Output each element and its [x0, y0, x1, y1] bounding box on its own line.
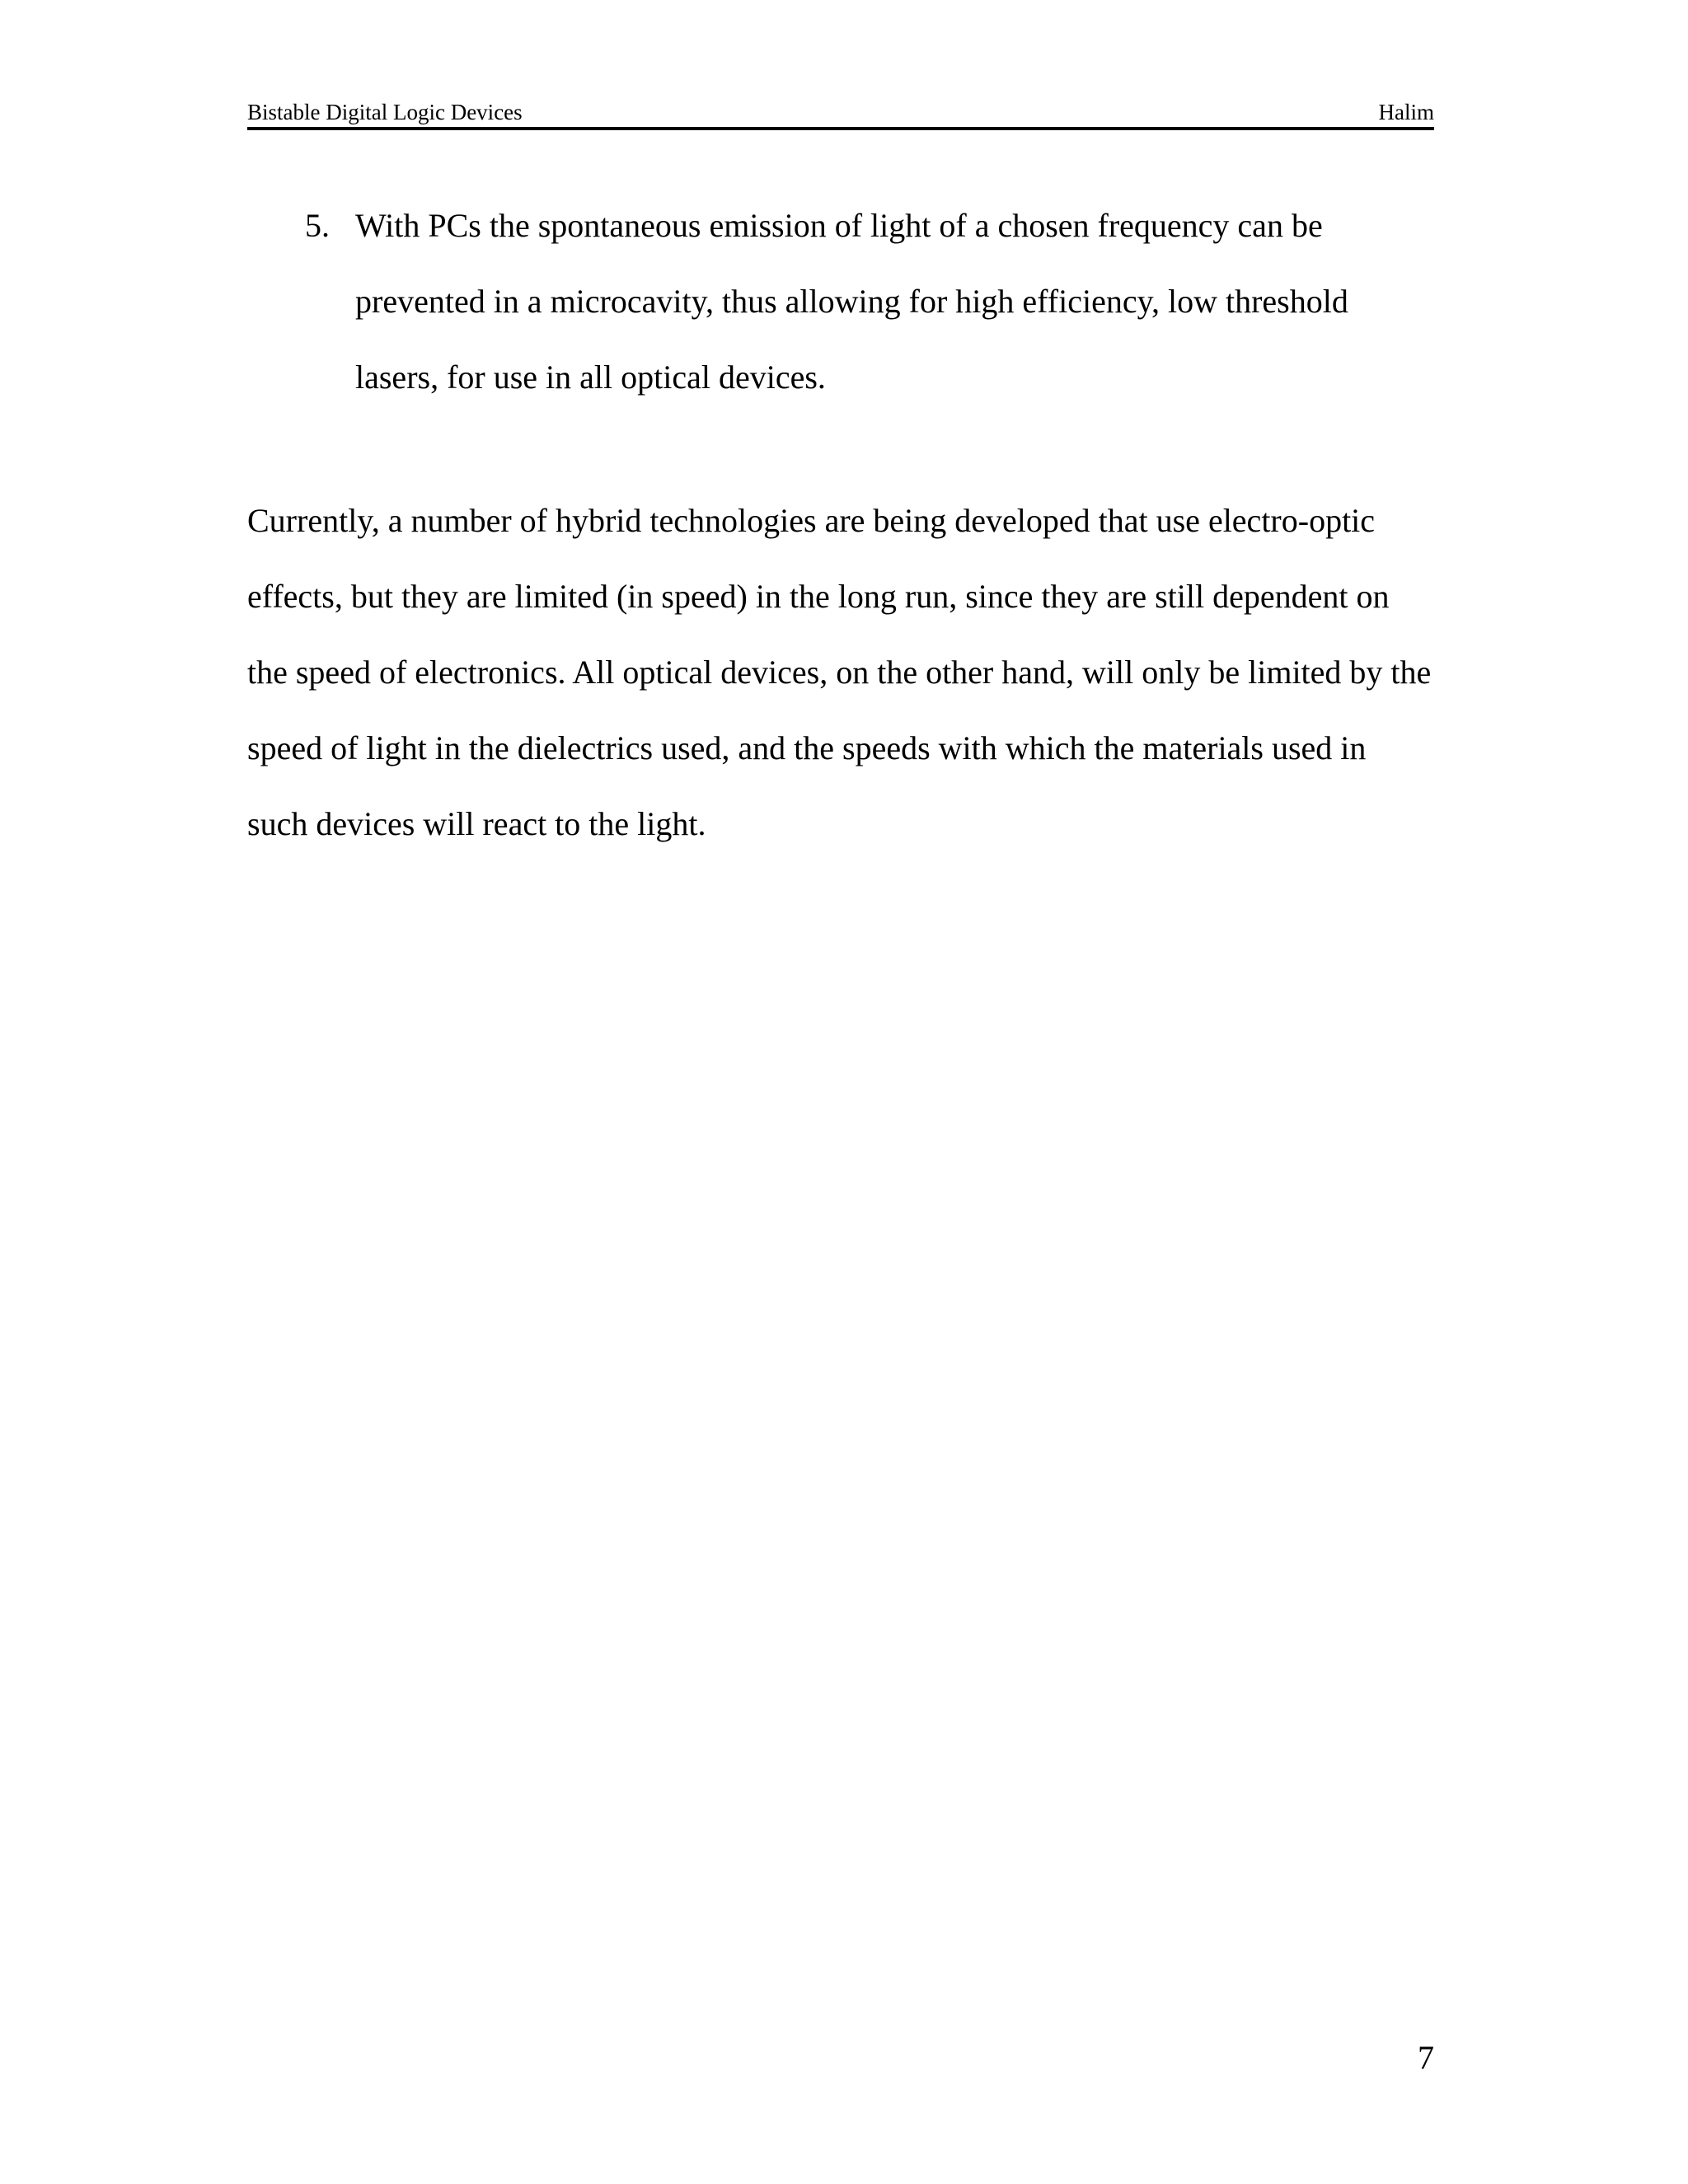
page-header [247, 97, 1434, 130]
paragraph-line: effects, but they are limited (in speed) in the long run, since they are still dependent on [247, 578, 1390, 615]
header-title: Bistable Digital Logic Devices [247, 100, 523, 124]
page-number: 7 [1418, 2039, 1434, 2076]
list-item-text [355, 188, 1434, 415]
paragraph-line: such devices will react to the light. [247, 805, 706, 842]
body-paragraph [247, 483, 1434, 862]
list-item-line: prevented in a microcavity, thus allowing for high efficiency, low threshold [355, 283, 1348, 320]
list-item-line: With PCs the spontaneous emission of light of a chosen frequency can be [355, 207, 1323, 244]
paragraph-line: Currently, a number of hybrid technologies are being developed that use electro-optic [247, 502, 1376, 539]
paragraph-line: speed of light in the dielectrics used, and the speeds with which the materials used in [247, 729, 1367, 766]
list-item-number: 5. [305, 207, 330, 244]
list-item-line: lasers, for use in all optical devices. [355, 359, 826, 396]
header-author: Halim [1378, 100, 1434, 124]
paragraph-line: the speed of electronics. All optical devices, on the other hand, will only be limited by the [247, 654, 1432, 691]
